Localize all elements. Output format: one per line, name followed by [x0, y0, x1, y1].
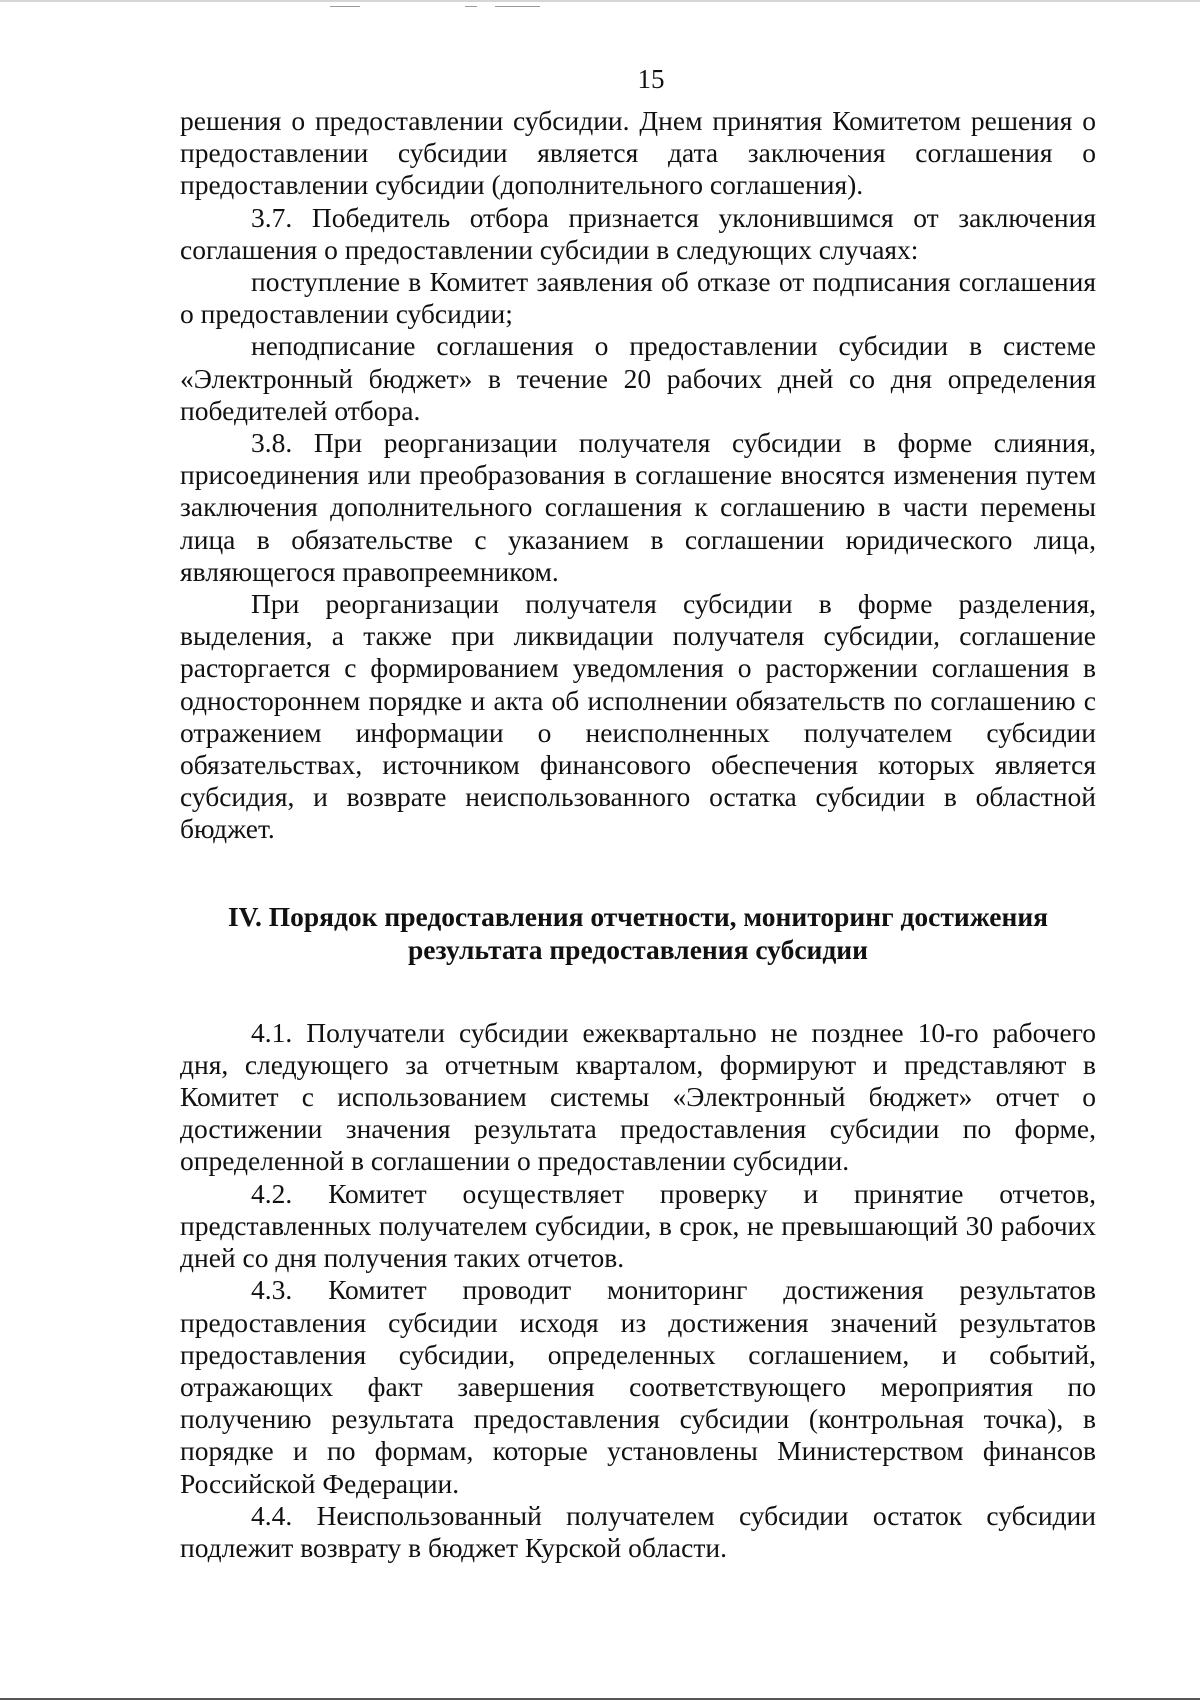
paragraph-3-7: 3.7. Победитель отбора признается уклонившимся от заключения соглашения о предоставлении субсидии в следующих случаях: — [180, 201, 1096, 265]
paragraph-case-refusal: поступление в Комитет заявления об отказе от подписания соглашения о предоставлении субсидии; — [180, 266, 1096, 330]
page-number: 15 — [637, 64, 665, 94]
section-heading-line2: результата предоставления субсидии — [408, 933, 868, 965]
section-heading — [180, 900, 1096, 966]
paragraph-4-3: 4.3. Комитет проводит мониторинг достижения результатов предоставления субсидии исходя из достижения значений результатов предоставления субсидии, определенных соглашением, и событий, отражающих факт завершения соответствующего мероприятия по получению результата предоставления субсидии (контрольная точка), в порядке и по формам, которые установлены Министерством финансов Российской Федерации. — [180, 1274, 1096, 1499]
section-heading-line1: IV. Порядок предоставления отчетности, мониторинг достижения — [227, 900, 1049, 932]
paragraph-reorganization-division: При реорганизации получателя субсидии в форме разделения, выделения, а также при ликвидации получателя субсидии, соглашение расторгается с формированием уведомления о расторжении соглашения в одностороннем порядке и акта об исполнении обязательств по соглашению с отражением информации о неисполненных получателем субсидии обязательствах, источником финансового обеспечения которых является субсидия, и возврате неиспользованного остатка субсидии в областной бюджет. — [180, 588, 1096, 845]
paragraph-4-1: 4.1. Получатели субсидии ежеквартально не позднее 10-го рабочего дня, следующего за отчетным кварталом, формируют и представляют в Комитет с использованием системы «Электронный бюджет» отчет о достижении значения результата предоставления субсидии по форме, определенной в соглашении о предоставлении субсидии. — [180, 1016, 1096, 1177]
paragraph-case-not-signed: неподписание соглашения о предоставлении субсидии в системе «Электронный бюджет» в течение 20 рабочих дней со дня определения победителей отбора. — [180, 330, 1096, 426]
scan-edge-top — [0, 0, 1200, 2]
paragraph-3-8: 3.8. При реорганизации получателя субсидии в форме слияния, присоединения или преобразования в соглашение вносятся изменения путем заключения дополнительного соглашения к соглашению в части перемены лица в обязательстве с указанием в соглашении юридического лица, являющегося правопреемником. — [180, 427, 1096, 587]
scan-edge-bottom — [0, 1698, 1200, 1700]
paragraph-4-2: 4.2. Комитет осуществляет проверку и принятие отчетов, представленных получателем субсидии, в срок, не превышающий 30 рабочих дней со дня получения таких отчетов. — [180, 1177, 1096, 1274]
scan-mark — [465, 6, 477, 7]
scan-mark — [330, 6, 360, 7]
scan-mark — [495, 6, 540, 7]
paragraph-continuation: решения о предоставлении субсидии. Днем принятия Комитетом решения о предоставлении субсидии является дата заключения соглашения о предоставлении субсидии (дополнительного соглашения). — [180, 105, 1096, 201]
paragraph-4-4: 4.4. Неиспользованный получателем субсидии остаток субсидии подлежит возврату в бюджет Курской области. — [180, 1499, 1096, 1563]
document-body — [180, 105, 1096, 1564]
